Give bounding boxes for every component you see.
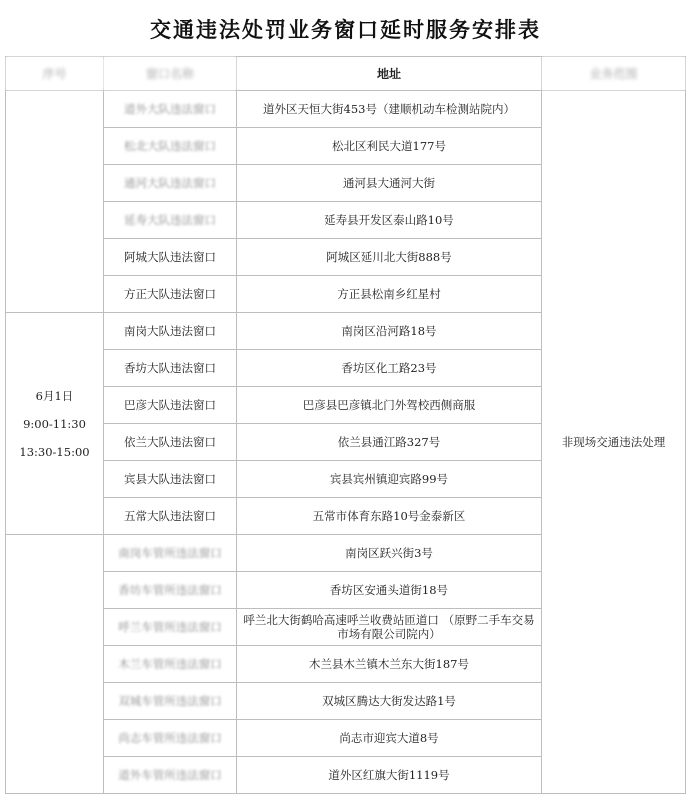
service-date: 6月1日 [35, 388, 74, 403]
address: 呼兰北大街鹤哈高速呼兰收费站匝道口 （原野二手车交易市场有限公司院内） [237, 609, 542, 646]
table-row [6, 91, 686, 128]
address: 方正县松南乡红星村 [237, 276, 542, 313]
window-name: 南岗车管所违法窗口 [104, 535, 237, 572]
window-name: 南岗大队违法窗口 [104, 313, 237, 350]
header-address: 地址 [237, 57, 542, 91]
schedule-table [5, 56, 686, 794]
table-header-row [6, 57, 686, 91]
window-name: 香坊大队违法窗口 [104, 350, 237, 387]
address: 依兰县通江路327号 [237, 424, 542, 461]
address: 延寿县开发区泰山路10号 [237, 202, 542, 239]
window-name: 延寿大队违法窗口 [104, 202, 237, 239]
business-scope: 非现场交通违法处理 [542, 91, 686, 794]
group1-time-cell [6, 91, 104, 313]
address: 双城区腾达大街发达路1号 [237, 683, 542, 720]
address: 五常市体育东路10号金泰新区 [237, 498, 542, 535]
window-name: 阿城大队违法窗口 [104, 239, 237, 276]
window-name: 道外车管所违法窗口 [104, 757, 237, 794]
address: 南岗区跃兴街3号 [237, 535, 542, 572]
header-index: 序号 [6, 57, 104, 91]
address: 道外区红旗大街1119号 [237, 757, 542, 794]
address: 南岗区沿河路18号 [237, 313, 542, 350]
group3-time-cell [6, 535, 104, 794]
header-scope: 业务范围 [542, 57, 686, 91]
address: 道外区天恒大街453号（建顺机动车检测站院内） [237, 91, 542, 128]
address: 通河县大通河大街 [237, 165, 542, 202]
window-name: 呼兰车管所违法窗口 [104, 609, 237, 646]
service-time-am: 9:00-11:30 [23, 416, 86, 431]
address: 尚志市迎宾大道8号 [237, 720, 542, 757]
window-name: 方正大队违法窗口 [104, 276, 237, 313]
address: 松北区利民大道177号 [237, 128, 542, 165]
window-name: 巴彦大队违法窗口 [104, 387, 237, 424]
header-window: 窗口名称 [104, 57, 237, 91]
window-name: 通河大队违法窗口 [104, 165, 237, 202]
window-name: 宾县大队违法窗口 [104, 461, 237, 498]
address: 香坊区安通头道街18号 [237, 572, 542, 609]
window-name: 道外大队违法窗口 [104, 91, 237, 128]
service-time-pm: 13:30-15:00 [19, 444, 90, 459]
address: 巴彦县巴彦镇北门外驾校西侧商服 [237, 387, 542, 424]
window-name: 依兰大队违法窗口 [104, 424, 237, 461]
address: 木兰县木兰镇木兰东大街187号 [237, 646, 542, 683]
group2-time-cell [6, 313, 104, 535]
address: 阿城区延川北大街888号 [237, 239, 542, 276]
address: 香坊区化工路23号 [237, 350, 542, 387]
window-name: 木兰车管所违法窗口 [104, 646, 237, 683]
window-name: 松北大队违法窗口 [104, 128, 237, 165]
address: 宾县宾州镇迎宾路99号 [237, 461, 542, 498]
window-name: 五常大队违法窗口 [104, 498, 237, 535]
window-name: 双城车管所违法窗口 [104, 683, 237, 720]
window-name: 尚志车管所违法窗口 [104, 720, 237, 757]
window-name: 香坊车管所违法窗口 [104, 572, 237, 609]
page-title: 交通违法处罚业务窗口延时服务安排表 [150, 17, 541, 42]
